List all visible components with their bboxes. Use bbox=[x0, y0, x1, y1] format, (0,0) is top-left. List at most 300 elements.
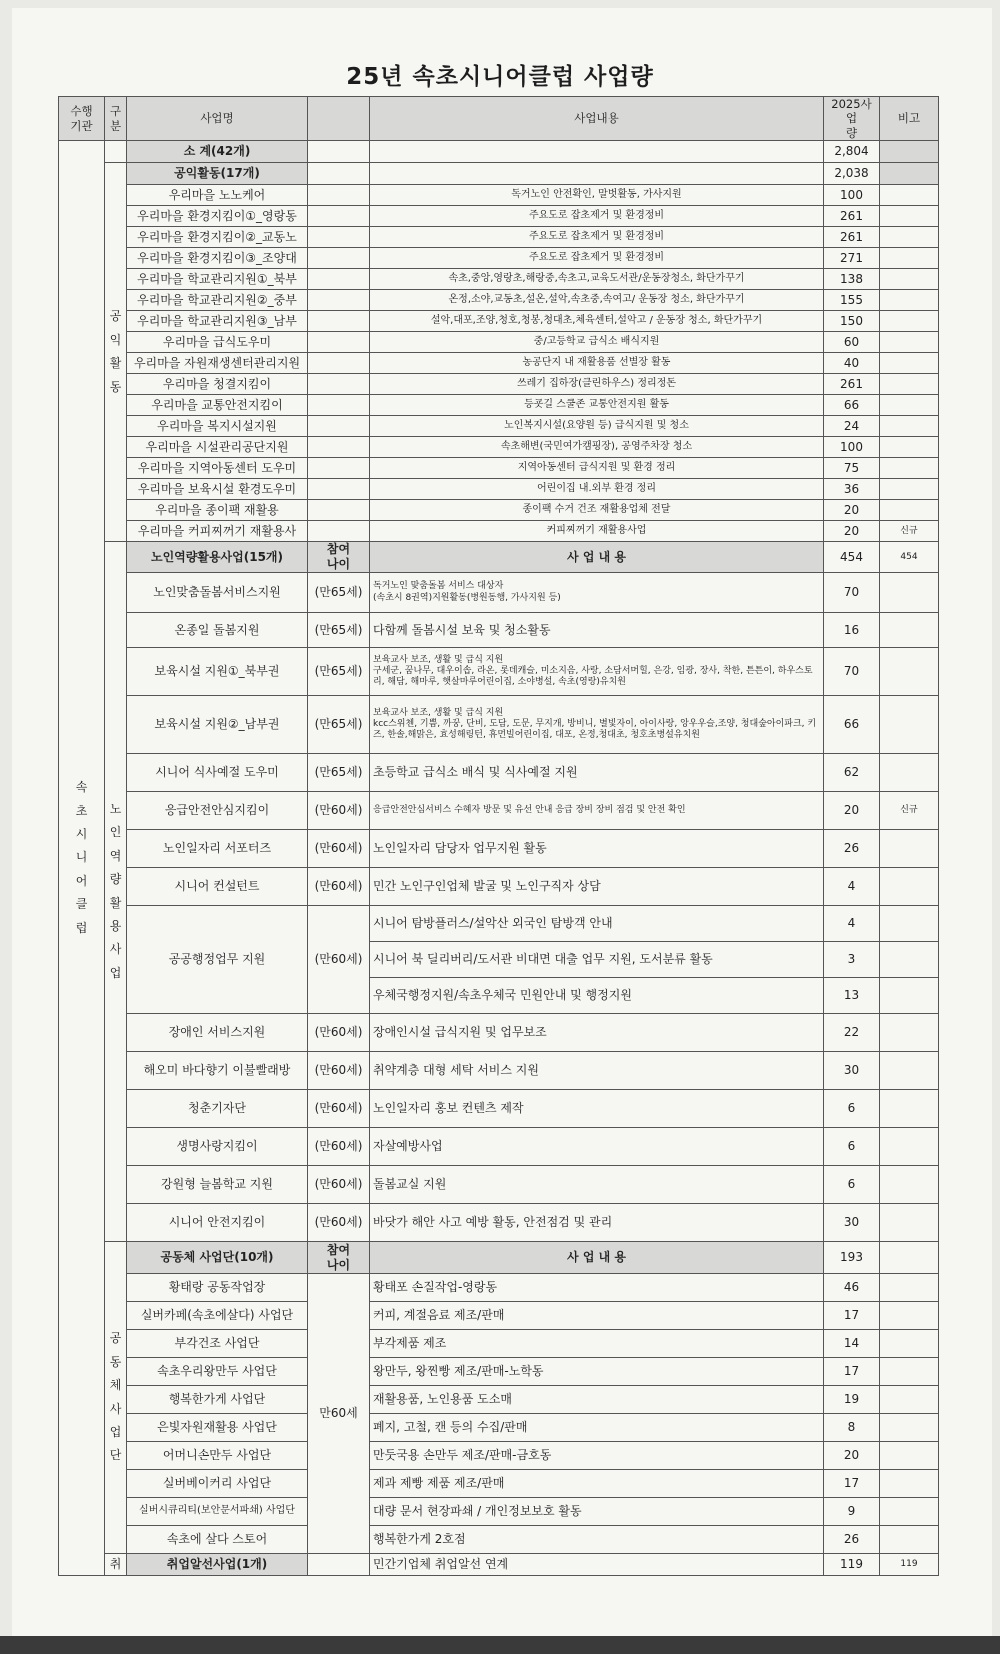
project-note bbox=[880, 185, 939, 206]
project-content: 지역아동센터 급식지원 및 환경 정리 bbox=[370, 458, 824, 479]
project-name: 은빛자원재활용 사업단 bbox=[127, 1414, 308, 1442]
admin-row bbox=[59, 906, 939, 942]
project-note bbox=[880, 353, 939, 374]
project-qty: 14 bbox=[824, 1330, 880, 1358]
project-qty: 40 bbox=[824, 353, 880, 374]
project-content: 자살예방사업 bbox=[370, 1128, 824, 1166]
capacity-side-label bbox=[105, 542, 127, 1242]
project-name: 우리마을 종이팩 재활용 bbox=[127, 500, 308, 521]
project-name: 우리마을 학교관리지원①_북부 bbox=[127, 269, 308, 290]
community-row bbox=[59, 1470, 939, 1498]
project-name: 해오미 바다향기 이불빨래방 bbox=[127, 1052, 308, 1090]
community-label: 공동체 사업단(10개) bbox=[127, 1242, 308, 1274]
note-cell bbox=[880, 906, 939, 942]
subtotal-label: 소 계(42개) bbox=[127, 141, 308, 163]
blank-cell bbox=[308, 479, 370, 500]
project-name: 시니어 식사예절 도우미 bbox=[127, 754, 308, 792]
project-content: 왕만두, 왕찐빵 제조/판매-노학동 bbox=[370, 1358, 824, 1386]
vertical-char: 익 bbox=[109, 332, 122, 347]
blank-cell bbox=[308, 290, 370, 311]
project-name: 어머니손만두 사업단 bbox=[127, 1442, 308, 1470]
document-title: 25년 속초시니어클럽 사업량 bbox=[346, 64, 654, 90]
admin-qty: 13 bbox=[824, 978, 880, 1014]
project-content: 노인일자리 담당자 업무지원 활동 bbox=[370, 830, 824, 868]
project-note bbox=[880, 437, 939, 458]
project-note bbox=[880, 1442, 939, 1470]
project-age: (만60세) bbox=[308, 1052, 370, 1090]
business-table bbox=[58, 96, 939, 1576]
blank-cell bbox=[308, 248, 370, 269]
public-row bbox=[59, 437, 939, 458]
project-name: 우리마을 환경지킴이②_교동노 bbox=[127, 227, 308, 248]
content-header: 사 업 내 용 bbox=[370, 1242, 824, 1274]
vertical-char: 체 bbox=[109, 1378, 122, 1393]
project-name: 우리마을 복지시설지원 bbox=[127, 416, 308, 437]
project-qty: 150 bbox=[824, 311, 880, 332]
project-content: 속초,중앙,영랑초,해랑중,속초고,교육도서관/운동장청소, 화단가꾸기 bbox=[370, 269, 824, 290]
public-row bbox=[59, 290, 939, 311]
project-age: (만60세) bbox=[308, 1166, 370, 1204]
public-qty: 2,038 bbox=[824, 163, 880, 185]
vertical-char: 업 bbox=[109, 1425, 122, 1440]
project-qty: 24 bbox=[824, 416, 880, 437]
blank-cell bbox=[308, 269, 370, 290]
project-note bbox=[880, 206, 939, 227]
project-content: 쓰레기 집하장(클린하우스) 정리정돈 bbox=[370, 374, 824, 395]
project-qty: 70 bbox=[824, 648, 880, 696]
project-qty: 20 bbox=[824, 792, 880, 830]
project-note bbox=[880, 1204, 939, 1242]
project-qty: 8 bbox=[824, 1414, 880, 1442]
project-content: 중/고등학교 급식소 배식지원 bbox=[370, 332, 824, 353]
project-note bbox=[880, 1470, 939, 1498]
project-note: 신규 bbox=[880, 792, 939, 830]
project-qty: 17 bbox=[824, 1358, 880, 1386]
community-header-row bbox=[59, 1242, 939, 1274]
vertical-char: 량 bbox=[109, 872, 122, 887]
project-note bbox=[880, 1274, 939, 1302]
project-name: 노인일자리 서포터즈 bbox=[127, 830, 308, 868]
project-name: 청춘기자단 bbox=[127, 1090, 308, 1128]
subtotal-blank bbox=[370, 141, 824, 163]
project-note bbox=[880, 1526, 939, 1554]
project-age: (만60세) bbox=[308, 792, 370, 830]
project-age: (만65세) bbox=[308, 648, 370, 696]
public-row bbox=[59, 479, 939, 500]
project-qty: 16 bbox=[824, 613, 880, 648]
project-name: 실버베이커리 사업단 bbox=[127, 1470, 308, 1498]
project-name: 강원형 늘봄학교 지원 bbox=[127, 1166, 308, 1204]
note-cell bbox=[880, 163, 939, 185]
project-note bbox=[880, 1128, 939, 1166]
employment-qty: 119 bbox=[824, 1554, 880, 1576]
admin-name: 공공행정업무 지원 bbox=[127, 906, 308, 1014]
blank-cell bbox=[308, 395, 370, 416]
project-content: 커피, 계절음료 제조/판매 bbox=[370, 1302, 824, 1330]
age-header: 참여 나이 bbox=[308, 1242, 370, 1274]
capacity-row bbox=[59, 754, 939, 792]
project-name: 부각건조 사업단 bbox=[127, 1330, 308, 1358]
blank-cell bbox=[308, 1554, 370, 1576]
project-age: (만60세) bbox=[308, 1014, 370, 1052]
project-note bbox=[880, 332, 939, 353]
subtotal-blank bbox=[308, 141, 370, 163]
project-note bbox=[880, 500, 939, 521]
project-note bbox=[880, 1498, 939, 1526]
project-note bbox=[880, 416, 939, 437]
blank-cell bbox=[370, 163, 824, 185]
note-cell bbox=[880, 1242, 939, 1274]
admin-age: (만60세) bbox=[308, 906, 370, 1014]
vertical-char: 활 bbox=[109, 356, 122, 371]
project-qty: 20 bbox=[824, 1442, 880, 1470]
public-row bbox=[59, 416, 939, 437]
vertical-char: 단 bbox=[109, 1448, 122, 1463]
community-row bbox=[59, 1274, 939, 1302]
project-content: 노인복지시설(요양원 등) 급식지원 및 청소 bbox=[370, 416, 824, 437]
community-age: 만60세 bbox=[308, 1274, 370, 1554]
subtotal-qty: 2,804 bbox=[824, 141, 880, 163]
project-name: 우리마을 학교관리지원③_남부 bbox=[127, 311, 308, 332]
blank-cell bbox=[308, 458, 370, 479]
vertical-char: 초 bbox=[75, 803, 88, 818]
vertical-char: 역 bbox=[109, 848, 122, 863]
community-row bbox=[59, 1358, 939, 1386]
blank-cell bbox=[308, 185, 370, 206]
project-name: 우리마을 청결지킴이 bbox=[127, 374, 308, 395]
project-note bbox=[880, 395, 939, 416]
vertical-char: 인 bbox=[109, 825, 122, 840]
capacity-row bbox=[59, 696, 939, 754]
age-header: 참여 나이 bbox=[308, 542, 370, 573]
vertical-char: 노 bbox=[109, 802, 122, 817]
project-note bbox=[880, 374, 939, 395]
vertical-char: 공 bbox=[109, 1331, 122, 1346]
vertical-char: 시 bbox=[75, 827, 88, 842]
project-qty: 17 bbox=[824, 1302, 880, 1330]
admin-qty: 4 bbox=[824, 906, 880, 942]
project-qty: 46 bbox=[824, 1274, 880, 1302]
project-content: 주요도로 잡초제거 및 환경정비 bbox=[370, 248, 824, 269]
public-row bbox=[59, 248, 939, 269]
project-content: 만둣국용 손만두 제조/판매-금호동 bbox=[370, 1442, 824, 1470]
project-qty: 261 bbox=[824, 206, 880, 227]
public-row bbox=[59, 227, 939, 248]
project-name: 우리마을 노노케어 bbox=[127, 185, 308, 206]
header-content: 사업내용 bbox=[370, 97, 824, 141]
public-row bbox=[59, 353, 939, 374]
header-agency: 수행 기관 bbox=[59, 97, 105, 141]
capacity-note: 454 bbox=[880, 542, 939, 573]
blank-cell bbox=[308, 227, 370, 248]
public-row bbox=[59, 332, 939, 353]
project-name: 온종일 돌봄지원 bbox=[127, 613, 308, 648]
employment-label: 취업알선사업(1개) bbox=[127, 1554, 308, 1576]
project-name: 장애인 서비스지원 bbox=[127, 1014, 308, 1052]
capacity-row bbox=[59, 1090, 939, 1128]
public-row bbox=[59, 311, 939, 332]
project-name: 속초에 살다 스토어 bbox=[127, 1526, 308, 1554]
vertical-char: 용 bbox=[109, 919, 122, 934]
table-header-row bbox=[59, 97, 939, 141]
project-qty: 66 bbox=[824, 395, 880, 416]
blank-cell bbox=[308, 416, 370, 437]
project-note: 신규 bbox=[880, 521, 939, 542]
vertical-char: 니 bbox=[75, 850, 88, 865]
content-header: 사 업 내 용 bbox=[370, 542, 824, 573]
agency-cell bbox=[59, 141, 105, 1576]
project-name: 우리마을 자원재생센터관리지원 bbox=[127, 353, 308, 374]
project-note bbox=[880, 830, 939, 868]
header-category: 구 분 bbox=[105, 97, 127, 141]
employment-side-label: 취 bbox=[105, 1554, 127, 1576]
public-row bbox=[59, 185, 939, 206]
project-note bbox=[880, 1386, 939, 1414]
project-qty: 9 bbox=[824, 1498, 880, 1526]
capacity-row bbox=[59, 573, 939, 613]
capacity-row bbox=[59, 1014, 939, 1052]
project-name: 시니어 안전지킴이 bbox=[127, 1204, 308, 1242]
blank-cell bbox=[308, 163, 370, 185]
project-age: (만60세) bbox=[308, 868, 370, 906]
project-qty: 155 bbox=[824, 290, 880, 311]
project-qty: 30 bbox=[824, 1052, 880, 1090]
project-name: 우리마을 보육시설 환경도우미 bbox=[127, 479, 308, 500]
blank-cell bbox=[308, 374, 370, 395]
capacity-row bbox=[59, 648, 939, 696]
project-note bbox=[880, 1052, 939, 1090]
table-body bbox=[59, 141, 939, 1576]
project-name: 우리마을 급식도우미 bbox=[127, 332, 308, 353]
project-note bbox=[880, 754, 939, 792]
vertical-char: 사 bbox=[109, 942, 122, 957]
project-name: 보육시설 지원①_북부권 bbox=[127, 648, 308, 696]
project-content: 보육교사 보조, 생활 및 급식 지원 kcc스위첸, 기쁨, 까꿍, 단비, 도담, 도문, 무지개, 방비니, 별빛자이, 아이사랑, 앙우우슬,조양, 청대숲아이파크, 키즈, 한솔,해맑은, 효성해링턴, 휴먼빌어린이집, 대포, 온정,청대초, 청호초병설유치원 bbox=[370, 696, 824, 754]
capacity-label: 노인역량활용사업(15개) bbox=[127, 542, 308, 573]
public-row bbox=[59, 395, 939, 416]
project-name: 실버시큐리티(보안문서파쇄) 사업단 bbox=[127, 1498, 308, 1526]
project-name: 우리마을 환경지킴이①_영랑동 bbox=[127, 206, 308, 227]
capacity-row bbox=[59, 792, 939, 830]
project-note bbox=[880, 290, 939, 311]
vertical-char: 속 bbox=[75, 780, 88, 795]
project-content: 취약계층 대형 세탁 서비스 지원 bbox=[370, 1052, 824, 1090]
public-row bbox=[59, 374, 939, 395]
vertical-char: 어 bbox=[75, 873, 88, 888]
project-content: 어린이집 내.외부 환경 정리 bbox=[370, 479, 824, 500]
project-note bbox=[880, 868, 939, 906]
blank-cell bbox=[308, 311, 370, 332]
project-note bbox=[880, 248, 939, 269]
blank-cell bbox=[308, 332, 370, 353]
project-name: 우리마을 커피찌꺼기 재활용사 bbox=[127, 521, 308, 542]
project-qty: 26 bbox=[824, 1526, 880, 1554]
project-qty: 100 bbox=[824, 185, 880, 206]
project-note bbox=[880, 648, 939, 696]
project-note bbox=[880, 1330, 939, 1358]
project-name: 행복한가게 사업단 bbox=[127, 1386, 308, 1414]
project-name: 우리마을 학교관리지원②_중부 bbox=[127, 290, 308, 311]
project-content: 주요도로 잡초제거 및 환경정비 bbox=[370, 227, 824, 248]
public-side-label bbox=[105, 163, 127, 542]
project-name: 황태랑 공동작업장 bbox=[127, 1274, 308, 1302]
project-content: 행복한가게 2호점 bbox=[370, 1526, 824, 1554]
blank-cell bbox=[308, 437, 370, 458]
capacity-header-row bbox=[59, 542, 939, 573]
project-qty: 6 bbox=[824, 1128, 880, 1166]
project-note bbox=[880, 1014, 939, 1052]
project-qty: 22 bbox=[824, 1014, 880, 1052]
blank-cell bbox=[308, 500, 370, 521]
project-name: 응급안전안심지킴이 bbox=[127, 792, 308, 830]
project-qty: 6 bbox=[824, 1090, 880, 1128]
project-content: 돌봄교실 지원 bbox=[370, 1166, 824, 1204]
project-name: 시니어 컨설턴트 bbox=[127, 868, 308, 906]
project-content: 응급안전안심서비스 수혜자 방문 및 유선 안내 응급 장비 장비 점검 및 안전 확인 bbox=[370, 792, 824, 830]
project-qty: 138 bbox=[824, 269, 880, 290]
vertical-char: 업 bbox=[109, 965, 122, 980]
community-side-label bbox=[105, 1242, 127, 1554]
community-row bbox=[59, 1302, 939, 1330]
project-content: 노인일자리 홍보 컨텐츠 제작 bbox=[370, 1090, 824, 1128]
public-row bbox=[59, 206, 939, 227]
admin-content: 시니어 탐방플러스/설악산 외국인 탐방객 안내 bbox=[370, 906, 824, 942]
blank-cell bbox=[308, 353, 370, 374]
community-row bbox=[59, 1526, 939, 1554]
project-content: 바닷가 해안 사고 예방 활동, 안전점검 및 관리 bbox=[370, 1204, 824, 1242]
project-content: 주요도로 잡초제거 및 환경정비 bbox=[370, 206, 824, 227]
category-blank bbox=[105, 141, 127, 163]
capacity-row bbox=[59, 1052, 939, 1090]
project-content: 등굣길 스쿨존 교통안전지원 활동 bbox=[370, 395, 824, 416]
project-note bbox=[880, 696, 939, 754]
bottom-edge bbox=[0, 1636, 1000, 1654]
capacity-row bbox=[59, 1128, 939, 1166]
project-qty: 20 bbox=[824, 521, 880, 542]
community-qty: 193 bbox=[824, 1242, 880, 1274]
project-content: 속초해변(국민여가캠핑장), 공영주차장 청소 bbox=[370, 437, 824, 458]
project-qty: 20 bbox=[824, 500, 880, 521]
header-blank bbox=[308, 97, 370, 141]
project-note bbox=[880, 227, 939, 248]
project-note bbox=[880, 1090, 939, 1128]
project-content: 커피찌꺼기 재활용사업 bbox=[370, 521, 824, 542]
project-qty: 271 bbox=[824, 248, 880, 269]
community-row bbox=[59, 1386, 939, 1414]
project-qty: 36 bbox=[824, 479, 880, 500]
project-note bbox=[880, 479, 939, 500]
project-note bbox=[880, 573, 939, 613]
project-qty: 60 bbox=[824, 332, 880, 353]
capacity-row bbox=[59, 1204, 939, 1242]
admin-content: 시니어 북 딜리버리/도서관 비대면 대출 업무 지원, 도서분류 활동 bbox=[370, 942, 824, 978]
project-content: 종이팩 수거 건조 재활용업체 전달 bbox=[370, 500, 824, 521]
capacity-row bbox=[59, 830, 939, 868]
project-qty: 17 bbox=[824, 1470, 880, 1498]
project-content: 재활용품, 노인용품 도소매 bbox=[370, 1386, 824, 1414]
capacity-row bbox=[59, 613, 939, 648]
project-qty: 26 bbox=[824, 830, 880, 868]
vertical-char: 사 bbox=[109, 1401, 122, 1416]
project-content: 설악,대포,조양,청호,청봉,청대초,체육센터,설악고 / 운동장 청소, 화단가꾸기 bbox=[370, 311, 824, 332]
capacity-row bbox=[59, 1166, 939, 1204]
project-note bbox=[880, 1166, 939, 1204]
project-content: 보육교사 보조, 생활 및 급식 지원 구세군, 꿈나무, 대우이솝, 라온, 롯데캐슬, 미소지음, 사랑, 소담서머힐, 은강, 임광, 장사, 착한, 튼튼이, 하우스토리, 해담, 해마루, 햇살마루어린이집, 소야병설, 속초(영랑)유치원 bbox=[370, 648, 824, 696]
header-name: 사업명 bbox=[127, 97, 308, 141]
project-content: 농공단지 내 재활용품 선별장 활동 bbox=[370, 353, 824, 374]
project-name: 속초우리왕만두 사업단 bbox=[127, 1358, 308, 1386]
public-row bbox=[59, 458, 939, 479]
employment-row bbox=[59, 1554, 939, 1576]
project-age: (만60세) bbox=[308, 1128, 370, 1166]
project-note bbox=[880, 458, 939, 479]
note-cell bbox=[880, 942, 939, 978]
project-qty: 4 bbox=[824, 868, 880, 906]
public-label: 공익활동(17개) bbox=[127, 163, 308, 185]
project-name: 생명사랑지킴이 bbox=[127, 1128, 308, 1166]
project-name: 우리마을 시설관리공단지원 bbox=[127, 437, 308, 458]
project-name: 우리마을 지역아동센터 도우미 bbox=[127, 458, 308, 479]
community-row bbox=[59, 1330, 939, 1358]
project-content: 독거노인 맞춤돌봄 서비스 대상자 (속초시 8권역)지원활동(병원동행, 가사지원 등) bbox=[370, 573, 824, 613]
public-header-row bbox=[59, 163, 939, 185]
header-qty: 2025사업 량 bbox=[824, 97, 880, 141]
project-age: (만60세) bbox=[308, 1090, 370, 1128]
project-name: 우리마을 교통안전지킴이 bbox=[127, 395, 308, 416]
project-qty: 6 bbox=[824, 1166, 880, 1204]
project-content: 민간 노인구인업체 발굴 및 노인구직자 상담 bbox=[370, 868, 824, 906]
project-qty: 261 bbox=[824, 374, 880, 395]
project-qty: 66 bbox=[824, 696, 880, 754]
project-note bbox=[880, 1302, 939, 1330]
vertical-char: 활 bbox=[109, 895, 122, 910]
project-age: (만65세) bbox=[308, 754, 370, 792]
public-row bbox=[59, 500, 939, 521]
project-qty: 261 bbox=[824, 227, 880, 248]
blank-cell bbox=[308, 206, 370, 227]
project-qty: 62 bbox=[824, 754, 880, 792]
project-name: 우리마을 환경지킴이③_조양대 bbox=[127, 248, 308, 269]
project-content: 초등학교 급식소 배식 및 식사예절 지원 bbox=[370, 754, 824, 792]
project-content: 다함께 돌봄시설 보육 및 청소활동 bbox=[370, 613, 824, 648]
admin-qty: 3 bbox=[824, 942, 880, 978]
project-age: (만60세) bbox=[308, 830, 370, 868]
project-name: 실버카페(속초에살다) 사업단 bbox=[127, 1302, 308, 1330]
capacity-qty: 454 bbox=[824, 542, 880, 573]
project-content: 온정,소야,교동초,설온,설악,속초중,속여고/ 운동장 청소, 화단가꾸기 bbox=[370, 290, 824, 311]
public-row bbox=[59, 269, 939, 290]
project-qty: 19 bbox=[824, 1386, 880, 1414]
public-row bbox=[59, 521, 939, 542]
project-age: (만60세) bbox=[308, 1204, 370, 1242]
project-note bbox=[880, 269, 939, 290]
project-qty: 70 bbox=[824, 573, 880, 613]
project-content: 황태포 손질작업-영랑동 bbox=[370, 1274, 824, 1302]
admin-content: 우체국행정지원/속초우체국 민원안내 및 행정지원 bbox=[370, 978, 824, 1014]
employment-note: 119 bbox=[880, 1554, 939, 1576]
project-content: 장애인시설 급식지원 및 업무보조 bbox=[370, 1014, 824, 1052]
vertical-char: 클 bbox=[75, 897, 88, 912]
project-content: 제과 제빵 제품 제조/판매 bbox=[370, 1470, 824, 1498]
subtotal-row bbox=[59, 141, 939, 163]
header-note: 비고 bbox=[880, 97, 939, 141]
community-row bbox=[59, 1498, 939, 1526]
vertical-char: 동 bbox=[109, 1354, 122, 1369]
project-age: (만65세) bbox=[308, 696, 370, 754]
vertical-char: 공 bbox=[109, 309, 122, 324]
vertical-char: 동 bbox=[109, 379, 122, 394]
note-cell bbox=[880, 978, 939, 1014]
